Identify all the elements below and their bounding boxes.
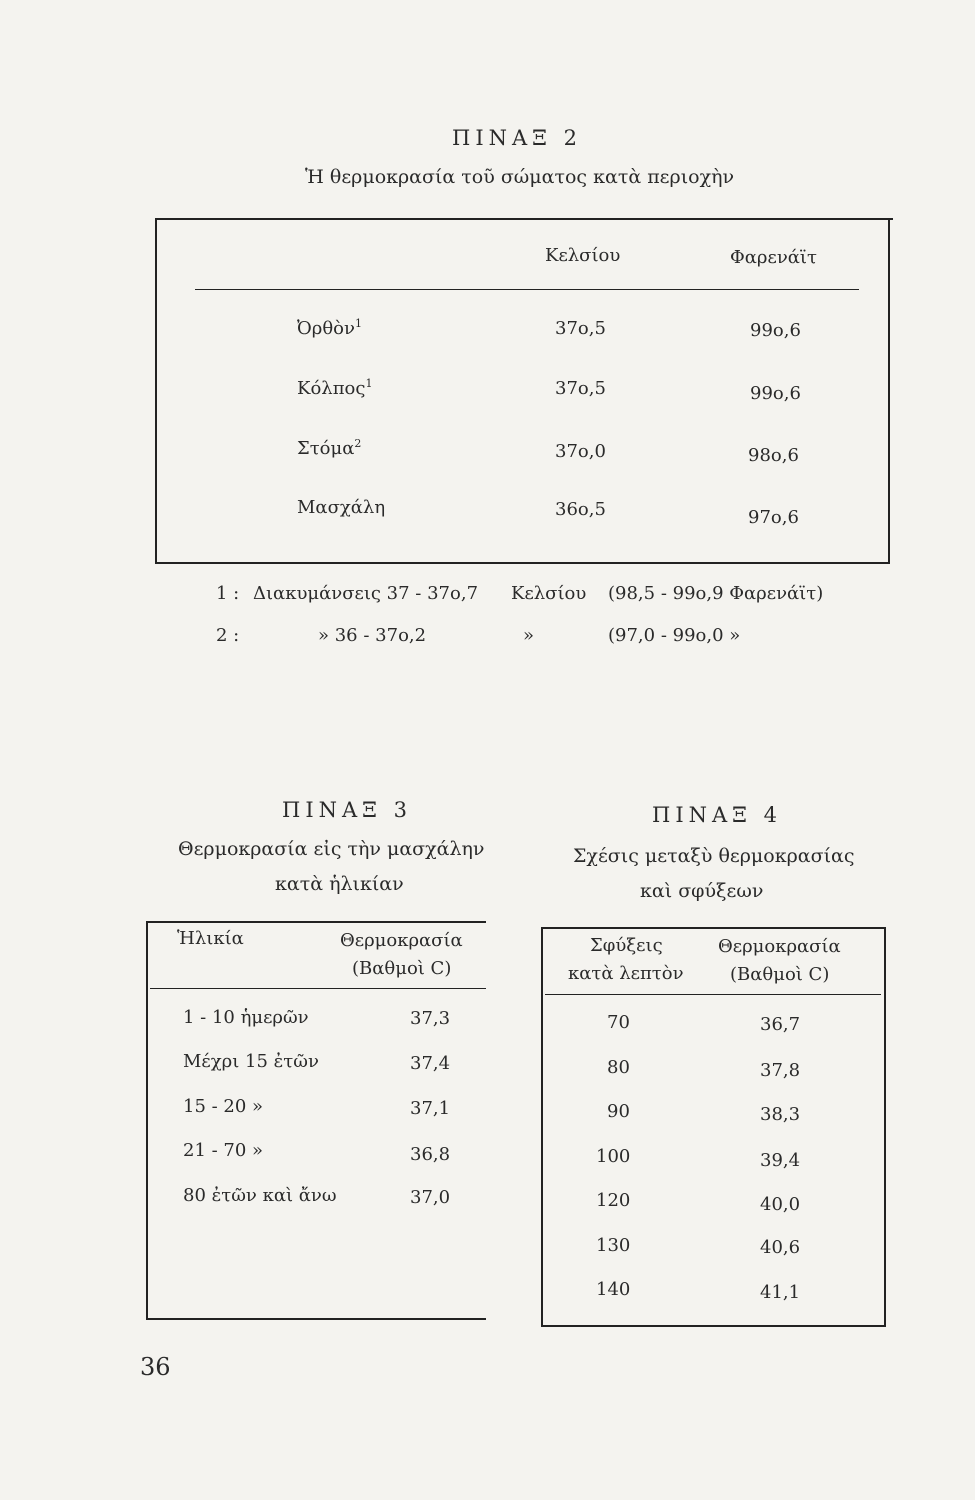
table2-bottom-rule bbox=[155, 562, 890, 564]
table2-celsius-value: 37ο,0 bbox=[555, 441, 606, 462]
table4-temp: 37,8 bbox=[760, 1060, 801, 1081]
table2-fahrenheit-value: 99ο,6 bbox=[750, 320, 801, 341]
table2-celsius-value: 37ο,5 bbox=[555, 378, 606, 399]
table3-temp: 37,1 bbox=[410, 1098, 451, 1119]
table2-top-rule bbox=[155, 218, 893, 220]
table3-age: 21 - 70 » bbox=[183, 1140, 264, 1161]
table4-top-rule bbox=[541, 927, 886, 929]
table3-col-temp-unit: (Βαθμοὶ C) bbox=[352, 958, 452, 979]
table4-temp: 39,4 bbox=[760, 1150, 801, 1171]
table4-temp: 40,0 bbox=[760, 1194, 801, 1215]
table2-left-border bbox=[155, 218, 157, 563]
table3-temp: 37,0 bbox=[410, 1187, 451, 1208]
table3-title: ΠΙΝΑΞ 3 bbox=[282, 798, 412, 822]
table3-age: 15 - 20 » bbox=[183, 1096, 264, 1117]
table3-temp: 37,4 bbox=[410, 1053, 451, 1074]
table3-header-rule bbox=[150, 988, 486, 989]
table2-col-celsius: Κελσίου bbox=[545, 245, 621, 266]
table3-left-border bbox=[146, 921, 148, 1319]
table2-header-rule bbox=[195, 289, 859, 290]
table2-fahrenheit-value: 97ο,6 bbox=[748, 507, 799, 528]
table4-pulse: 90 bbox=[607, 1101, 630, 1122]
table2-region: Ὀρθὸν bbox=[297, 318, 355, 339]
table4-header-rule bbox=[545, 994, 881, 995]
footnote-unit: Κελσίου bbox=[511, 583, 587, 604]
table4-pulse: 130 bbox=[596, 1235, 631, 1256]
table4-pulse: 140 bbox=[596, 1279, 631, 1300]
table2-col-fahrenheit: Φαρενάϊτ bbox=[730, 247, 817, 268]
table2-celsius-value: 36ο,5 bbox=[555, 499, 606, 520]
table2-footnote-mark: 1 bbox=[365, 377, 373, 390]
page-number: 36 bbox=[140, 1353, 171, 1381]
table3-col-temp: Θερμοκρασία bbox=[340, 930, 463, 951]
table4-bottom-rule bbox=[541, 1325, 886, 1327]
table3-caption-line2: κατὰ ἡλικίαν bbox=[275, 873, 404, 895]
table3-top-rule bbox=[146, 921, 486, 923]
table4-temp: 41,1 bbox=[760, 1282, 801, 1303]
table2-region: Μασχάλη bbox=[297, 497, 386, 518]
table2-region: Στόμα bbox=[297, 438, 355, 459]
table2-celsius-value: 37ο,5 bbox=[555, 318, 606, 339]
table3-age: 80 ἐτῶν καὶ ἄνω bbox=[183, 1185, 337, 1206]
table4-col-temp: Θερμοκρασία bbox=[718, 936, 841, 957]
table2-right-border bbox=[888, 218, 890, 563]
table2-footnote-mark: 1 bbox=[354, 317, 362, 330]
table4-temp: 40,6 bbox=[760, 1237, 801, 1258]
footnote-number: 2 : bbox=[216, 625, 240, 646]
table2-region: Κόλπος bbox=[297, 378, 366, 399]
table2-caption: Ἡ θερμοκρασία τοῦ σώματος κατὰ περιοχὴν bbox=[305, 166, 735, 188]
table4-caption-line1: Σχέσις μεταξὺ θερμοκρασίας bbox=[573, 845, 855, 867]
table4-col-temp-unit: (Βαθμοὶ C) bbox=[730, 964, 830, 985]
table3-col-age: Ἡλικία bbox=[177, 928, 244, 949]
table2-fahrenheit-value: 99ο,6 bbox=[750, 383, 801, 404]
table4-pulse: 80 bbox=[607, 1057, 630, 1078]
table4-temp: 38,3 bbox=[760, 1104, 801, 1125]
footnote-text: » 36 - 37ο,2 bbox=[318, 625, 427, 646]
table4-caption-line2: καὶ σφύξεων bbox=[640, 880, 764, 902]
footnote-range: (98,5 - 99ο,9 Φαρενάϊτ) bbox=[608, 583, 824, 604]
footnote-number: 1 : bbox=[216, 583, 240, 604]
table2-fahrenheit-value: 98ο,6 bbox=[748, 445, 799, 466]
table2-footnote-mark: 2 bbox=[354, 437, 362, 450]
table4-pulse: 70 bbox=[607, 1012, 630, 1033]
table3-temp: 36,8 bbox=[410, 1144, 451, 1165]
footnote-range: (97,0 - 99ο,0 » bbox=[608, 625, 741, 646]
table4-right-border bbox=[884, 927, 886, 1327]
table3-bottom-rule bbox=[146, 1318, 486, 1320]
table4-title: ΠΙΝΑΞ 4 bbox=[652, 803, 782, 827]
footnote-unit: » bbox=[523, 625, 535, 646]
table4-col-pulse-unit: κατὰ λεπτὸν bbox=[568, 963, 684, 984]
table4-pulse: 100 bbox=[596, 1146, 631, 1167]
table3-age: 1 - 10 ἡμερῶν bbox=[183, 1007, 309, 1028]
table4-pulse: 120 bbox=[596, 1190, 631, 1211]
table4-temp: 36,7 bbox=[760, 1014, 801, 1035]
table4-left-border bbox=[541, 927, 543, 1327]
footnote-text: Διακυμάνσεις 37 - 37ο,7 bbox=[253, 583, 479, 604]
table3-temp: 37,3 bbox=[410, 1008, 451, 1029]
table2-title: ΠΙΝΑΞ 2 bbox=[452, 126, 582, 150]
table3-age: Μέχρι 15 ἐτῶν bbox=[183, 1051, 319, 1072]
table4-col-pulse: Σφύξεις bbox=[590, 935, 663, 956]
table3-caption-line1: Θερμοκρασία εἰς τὴν μασχάλην bbox=[178, 838, 485, 860]
